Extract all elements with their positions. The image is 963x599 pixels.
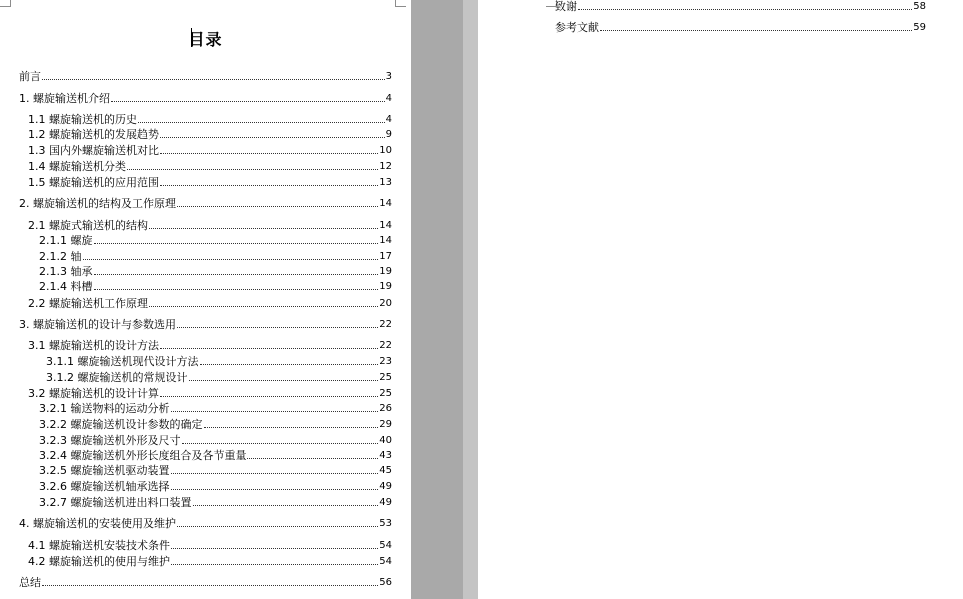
dot-leader xyxy=(94,274,379,275)
toc-entry-title: 1.1 螺旋输送机的历史 xyxy=(28,113,137,126)
document-page-left[interactable] xyxy=(0,0,411,599)
dot-leader xyxy=(160,396,378,397)
dot-leader xyxy=(200,364,379,365)
toc-entry-title: 3.2 螺旋输送机的设计计算 xyxy=(28,387,159,400)
toc-page-number: 14 xyxy=(379,220,392,231)
dot-leader xyxy=(171,564,378,565)
toc-entry[interactable] xyxy=(28,338,392,352)
toc-page-number: 14 xyxy=(379,198,392,209)
toc-entry[interactable] xyxy=(39,249,392,263)
toc-entry-title: 参考文献 xyxy=(555,21,599,34)
toc-page-number: 49 xyxy=(379,481,392,492)
toc-entry-title: 3.1.1 螺旋输送机现代设计方法 xyxy=(46,355,199,368)
toc-entry[interactable] xyxy=(39,495,392,509)
dot-leader xyxy=(204,427,379,428)
toc-entry-title: 3.1 螺旋输送机的设计方法 xyxy=(28,339,159,352)
toc-entry-title: 2.1.3 轴承 xyxy=(39,265,93,278)
page-gap-edge xyxy=(463,0,478,599)
toc-entry[interactable] xyxy=(28,296,392,310)
toc-entry-title: 3.2.5 螺旋输送机驱动装置 xyxy=(39,464,170,477)
toc-page-number: 13 xyxy=(379,177,392,188)
document-page-right[interactable] xyxy=(478,0,963,599)
toc-page-number: 20 xyxy=(379,298,392,309)
toc-entry[interactable] xyxy=(19,575,392,589)
toc-page-number: 10 xyxy=(379,145,392,156)
toc-page-number: 58 xyxy=(913,1,926,12)
toc-entry-title: 3.1.2 螺旋输送机的常规设计 xyxy=(46,371,188,384)
toc-page-number: 14 xyxy=(379,235,392,246)
toc-entry[interactable] xyxy=(28,127,392,141)
toc-entry[interactable] xyxy=(39,279,392,293)
dot-leader xyxy=(149,228,378,229)
dot-leader xyxy=(600,30,912,31)
toc-entry-title: 3.2.7 螺旋输送机进出料口装置 xyxy=(39,496,192,509)
toc-page-number: 59 xyxy=(913,22,926,33)
dot-leader xyxy=(177,327,378,328)
toc-page-number: 19 xyxy=(379,281,392,292)
dot-leader xyxy=(193,505,379,506)
toc-page-number: 4 xyxy=(385,114,392,125)
toc-page-number: 17 xyxy=(379,251,392,262)
dot-leader xyxy=(111,101,385,102)
toc-entry-title: 前言 xyxy=(19,70,41,83)
dot-leader xyxy=(160,185,378,186)
toc-title: 目录 xyxy=(188,30,223,49)
toc-page-number: 22 xyxy=(379,319,392,330)
toc-page-number: 45 xyxy=(379,465,392,476)
toc-entry-title: 2.1.2 轴 xyxy=(39,250,82,263)
toc-entry-title: 1.4 螺旋输送机分类 xyxy=(28,160,126,173)
toc-entry[interactable] xyxy=(28,538,392,552)
dot-leader xyxy=(189,380,379,381)
toc-entry[interactable] xyxy=(28,159,392,173)
dot-leader xyxy=(171,548,378,549)
toc-entry-title: 致谢 xyxy=(555,0,577,13)
page-gap-shadow xyxy=(411,0,463,599)
dot-leader xyxy=(94,289,379,290)
toc-entry[interactable] xyxy=(555,0,926,13)
toc-entry[interactable] xyxy=(39,233,392,247)
dot-leader xyxy=(160,153,378,154)
toc-entry-title: 4. 螺旋输送机的安装使用及维护 xyxy=(19,517,176,530)
toc-entry[interactable] xyxy=(39,433,392,447)
toc-entry[interactable] xyxy=(28,143,392,157)
dot-leader xyxy=(171,411,379,412)
dot-leader xyxy=(171,489,379,490)
toc-entry-title: 4.1 螺旋输送机安装技术条件 xyxy=(28,539,170,552)
dot-leader xyxy=(171,473,379,474)
toc-entry-title: 3.2.6 螺旋输送机轴承选择 xyxy=(39,480,170,493)
toc-page-number: 19 xyxy=(379,266,392,277)
toc-page-number: 53 xyxy=(379,518,392,529)
dot-leader xyxy=(94,243,379,244)
toc-entry[interactable] xyxy=(28,386,392,400)
toc-entry-title: 3. 螺旋输送机的设计与参数选用 xyxy=(19,318,176,331)
toc-entry[interactable] xyxy=(555,20,926,34)
toc-entry[interactable] xyxy=(46,370,392,384)
toc-entry-title: 1. 螺旋输送机介绍 xyxy=(19,92,110,105)
toc-entry[interactable] xyxy=(39,401,392,415)
toc-entry-title: 2.1.4 料槽 xyxy=(39,280,93,293)
dot-leader xyxy=(160,348,378,349)
margin-corner-mark xyxy=(395,0,406,7)
dot-leader xyxy=(42,79,385,80)
dot-leader xyxy=(160,137,385,138)
toc-entry-title: 1.3 国内外螺旋输送机对比 xyxy=(28,144,159,157)
toc-page-number: 22 xyxy=(379,340,392,351)
dot-leader xyxy=(578,9,912,10)
dot-leader xyxy=(177,526,378,527)
margin-corner-mark xyxy=(0,0,11,7)
toc-entry[interactable] xyxy=(39,463,392,477)
dot-leader xyxy=(42,585,378,586)
dot-leader xyxy=(247,458,378,459)
dot-leader xyxy=(149,306,378,307)
toc-entry[interactable] xyxy=(19,69,392,83)
toc-page-number: 40 xyxy=(379,435,392,446)
toc-entry-title: 3.2.1 输送物料的运动分析 xyxy=(39,402,170,415)
toc-entry[interactable] xyxy=(39,448,392,462)
toc-entry[interactable] xyxy=(28,175,392,189)
toc-entry-title: 2.1 螺旋式输送机的结构 xyxy=(28,219,148,232)
toc-page-number: 49 xyxy=(379,497,392,508)
dot-leader xyxy=(182,443,379,444)
dot-leader xyxy=(127,169,378,170)
toc-entry-title: 2.1.1 螺旋 xyxy=(39,234,93,247)
toc-entry-title: 1.2 螺旋输送机的发展趋势 xyxy=(28,128,159,141)
toc-page-number: 12 xyxy=(379,161,392,172)
toc-page-number: 54 xyxy=(379,556,392,567)
dot-leader xyxy=(138,122,385,123)
toc-entry[interactable] xyxy=(19,317,392,331)
toc-entry-title: 3.2.2 螺旋输送机设计参数的确定 xyxy=(39,418,203,431)
toc-entry-title: 3.2.3 螺旋输送机外形及尺寸 xyxy=(39,434,181,447)
toc-entry-title: 3.2.4 螺旋输送机外形长度组合及各节重量 xyxy=(39,449,247,462)
toc-entry[interactable] xyxy=(39,479,392,493)
toc-page-number: 9 xyxy=(385,129,392,140)
toc-page-number: 29 xyxy=(379,419,392,430)
toc-entry[interactable] xyxy=(39,417,392,431)
toc-page-number: 23 xyxy=(379,356,392,367)
dot-leader xyxy=(83,259,379,260)
toc-entry[interactable] xyxy=(19,516,392,530)
toc-entry[interactable] xyxy=(28,554,392,568)
toc-page-number: 4 xyxy=(385,93,392,104)
toc-entry[interactable] xyxy=(28,112,392,126)
toc-entry[interactable] xyxy=(28,218,392,232)
toc-entry[interactable] xyxy=(19,196,392,210)
toc-page-number: 25 xyxy=(379,372,392,383)
toc-page-number: 54 xyxy=(379,540,392,551)
toc-page-number: 26 xyxy=(379,403,392,414)
toc-entry-title: 1.5 螺旋输送机的应用范围 xyxy=(28,176,159,189)
dot-leader xyxy=(177,206,378,207)
toc-entry[interactable] xyxy=(39,264,392,278)
toc-entry[interactable] xyxy=(19,91,392,105)
toc-entry[interactable] xyxy=(46,354,392,368)
toc-page-number: 25 xyxy=(379,388,392,399)
toc-entry-title: 总结 xyxy=(19,576,41,589)
toc-entry-title: 4.2 螺旋输送机的使用与维护 xyxy=(28,555,170,568)
toc-page-number: 3 xyxy=(385,71,392,82)
toc-entry-title: 2. 螺旋输送机的结构及工作原理 xyxy=(19,197,176,210)
toc-entry-title: 2.2 螺旋输送机工作原理 xyxy=(28,297,148,310)
toc-page-number: 56 xyxy=(379,577,392,588)
toc-page-number: 43 xyxy=(379,450,392,461)
